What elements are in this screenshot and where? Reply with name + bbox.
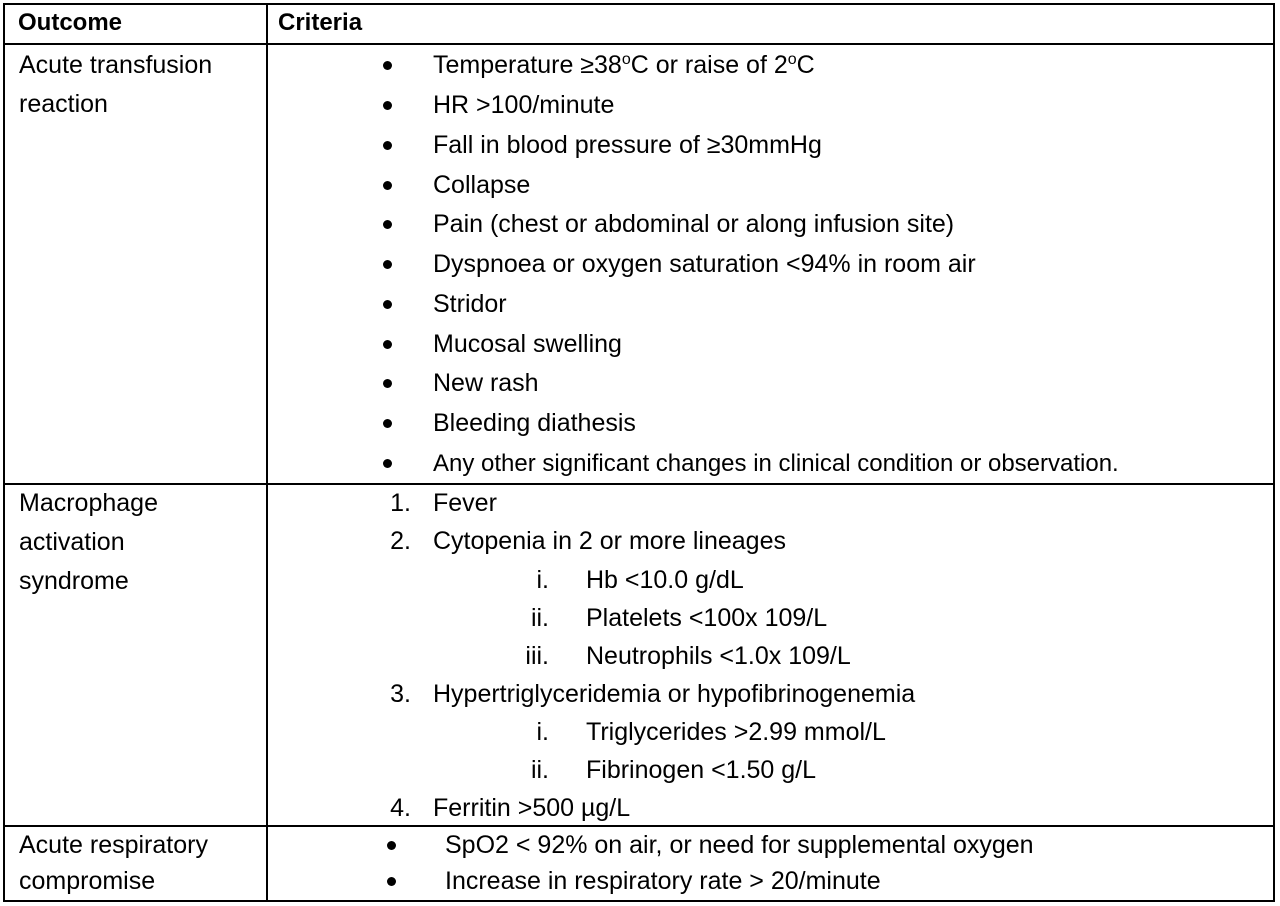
- list-number: 4.: [390, 794, 411, 822]
- criteria-text: New rash: [433, 369, 539, 397]
- criteria-text: Fall in blood pressure of ≥30mmHg: [433, 131, 822, 159]
- list-item: [5, 46, 1273, 85]
- bullet-icon: [387, 841, 396, 850]
- criteria-text: SpO2 < 92% on air, or need for supplemental oxygen: [445, 831, 1034, 859]
- criteria-text: Platelets <100x 109/L: [586, 604, 828, 632]
- bullet-icon: [383, 141, 392, 150]
- bullet-icon: [383, 419, 392, 428]
- header-divider: [5, 43, 1273, 45]
- bullet-icon: [383, 379, 392, 388]
- bullet-icon: [383, 340, 392, 349]
- criteria-text: Neutrophils <1.0x 109/L: [586, 642, 851, 670]
- list-roman-numeral: ii.: [530, 756, 549, 784]
- criteria-text: Stridor: [433, 290, 507, 318]
- list-roman-numeral: i.: [536, 718, 549, 746]
- outcome-macrophage-activation-syndrome: Macrophage activation syndrome: [19, 489, 158, 595]
- bullet-icon: [383, 101, 392, 110]
- criteria-text: Any other significant changes in clinical condition or observation.: [433, 450, 1119, 477]
- criteria-text: Fibrinogen <1.50 g/L: [586, 756, 817, 784]
- bullet-icon: [383, 220, 392, 229]
- criteria-text: Mucosal swelling: [433, 330, 622, 358]
- list-roman-numeral: ii.: [530, 604, 549, 632]
- bullet-icon: [383, 300, 392, 309]
- column-divider: [266, 5, 268, 900]
- outcome-acute-respiratory-compromise: Acute respiratory compromise: [19, 831, 208, 895]
- criteria-text: Hypertriglyceridemia or hypofibrinogenemia: [433, 680, 916, 708]
- criteria-text: Bleeding diathesis: [433, 409, 636, 437]
- criteria-text: Temperature $\ge 38^oC$ or raise of 2$^o$C: [433, 51, 815, 79]
- bullet-icon: [383, 181, 392, 190]
- criteria-text: Triglycerides >2.99 mmol/L: [586, 718, 886, 746]
- criteria-text: Increase in respiratory rate > 20/minute: [445, 867, 881, 895]
- bullet-icon: [383, 61, 392, 70]
- list-number: 3.: [390, 680, 411, 708]
- list-number: 1.: [390, 489, 411, 517]
- criteria-table: [3, 3, 1275, 902]
- criteria-text: Hb <10.0 g/dL: [586, 566, 744, 594]
- bullet-icon: [383, 459, 392, 468]
- header-outcome: Outcome: [18, 9, 123, 36]
- list-roman-numeral: iii.: [525, 642, 549, 670]
- criteria-text: Cytopenia in 2 or more lineages: [433, 527, 786, 555]
- criteria-text: Fever: [433, 489, 497, 517]
- bullet-icon: [383, 260, 392, 269]
- criteria-text: HR >100/minute: [433, 91, 615, 119]
- list-roman-numeral: i.: [536, 566, 549, 594]
- bullet-icon: [387, 877, 396, 886]
- criteria-text: Pain (chest or abdominal or along infusion site): [433, 210, 955, 238]
- criteria-text: Ferritin >500 µg/L: [433, 794, 631, 822]
- list-number: 2.: [390, 527, 411, 555]
- header-criteria: Criteria: [278, 9, 363, 36]
- outcome-acute-transfusion-reaction: Acute transfusion reaction: [19, 51, 213, 118]
- criteria-text: Collapse: [433, 171, 531, 199]
- criteria-text: Dyspnoea or oxygen saturation <94% in room air: [433, 250, 976, 278]
